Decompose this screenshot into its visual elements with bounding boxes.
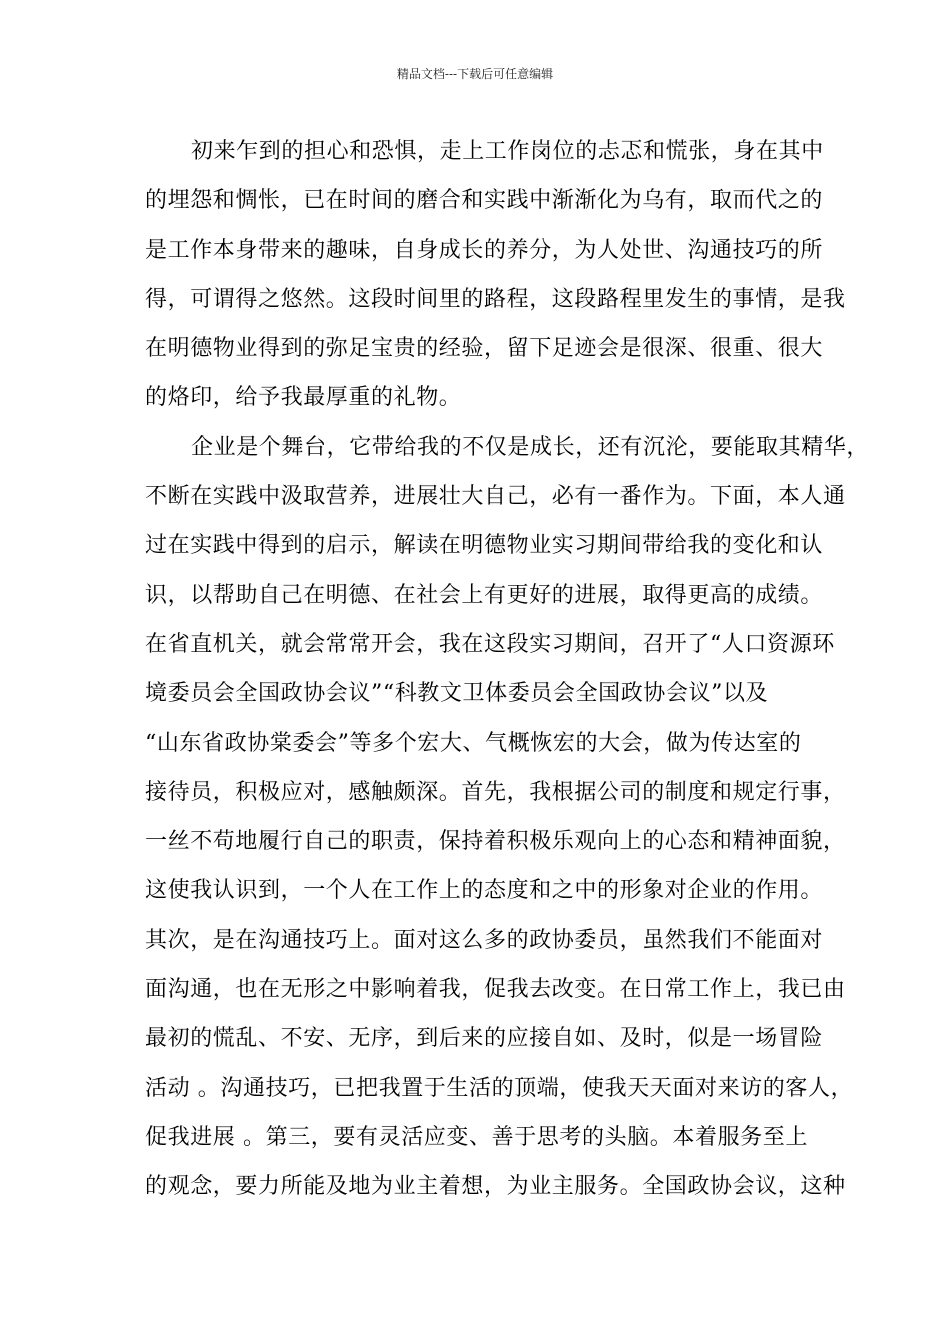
paragraph-line: 是工作本身带来的趣味，自身成长的养分，为人处世、沟通技巧的所 <box>145 237 824 263</box>
paragraph-line: 面沟通，也在无形之中影响着我，促我去改变。在日常工作上，我已由 <box>145 977 846 1003</box>
paragraph-line: 接待员，积极应对，感触颇深。首先，我根据公司的制度和规定行事， <box>145 779 846 805</box>
paragraph-line: 境委员会全国政协会议”“科教文卫体委员会全国政协会议”以及 <box>145 681 769 707</box>
paragraph-line: 其次，是在沟通技巧上。面对这么多的政协委员，虽然我们不能面对 <box>145 927 824 953</box>
body-text <box>145 127 870 1212</box>
paragraph-line: 在省直机关，就会常常开会，我在这段实习期间，召开了“人口资源环 <box>145 631 835 657</box>
paragraph-line: 过在实践中得到的启示，解读在明德物业实习期间带给我的变化和认 <box>145 533 824 559</box>
page-header: 精品文档---下载后可任意编辑 <box>396 67 554 81</box>
paragraph-line: 不断在实践中汲取营养，进展壮大自己，必有一番作为。下面，本人通 <box>145 484 846 510</box>
paragraph-line: “山东省政协棠委会”等多个宏大、气概恢宏的大会，做为传达室的 <box>145 730 802 756</box>
paragraph-line: 的观念，要力所能及地为业主着想，为业主服务。全国政协会议，这种 <box>145 1174 846 1200</box>
paragraph-line: 在明德物业得到的弥足宝贵的经验，留下足迹会是很深、很重、很大 <box>145 336 824 362</box>
paragraph-line: 一丝不苟地履行自己的职责，保持着积极乐观向上的心态和精神面貌， <box>145 829 846 855</box>
paragraph-line: 这使我认识到，一个人在工作上的态度和之中的形象对企业的作用。 <box>145 878 824 904</box>
paragraph-line: 企业是个舞台，它带给我的不仅是成长，还有沉沦，要能取其精华， <box>191 434 870 460</box>
paragraph-line: 的埋怨和惆怅，已在时间的磨合和实践中渐渐化为乌有，取而代之的 <box>145 188 824 214</box>
paragraph-line: 识，以帮助自己在明德、在社会上有更好的进展，取得更高的成绩。 <box>145 582 824 608</box>
paragraph-line: 初来乍到的担心和恐惧，走上工作岗位的忐忑和慌张，身在其中 <box>191 139 824 164</box>
paragraph-line: 的烙印，给予我最厚重的礼物。 <box>145 385 462 411</box>
paragraph-line: 最初的慌乱、不安、无序，到后来的应接自如、及时，似是一场冒险 <box>145 1026 824 1052</box>
paragraph-line: 得，可谓得之悠然。这段时间里的路程，这段路程里发生的事情，是我 <box>145 286 846 312</box>
paragraph-line: 促我进展 。第三，要有灵活应变、善于思考的头脑。本着服务至上 <box>145 1124 808 1150</box>
paragraph-line: 活动 。沟通技巧，已把我置于生活的顶端，使我天天面对来访的客人， <box>145 1075 854 1101</box>
